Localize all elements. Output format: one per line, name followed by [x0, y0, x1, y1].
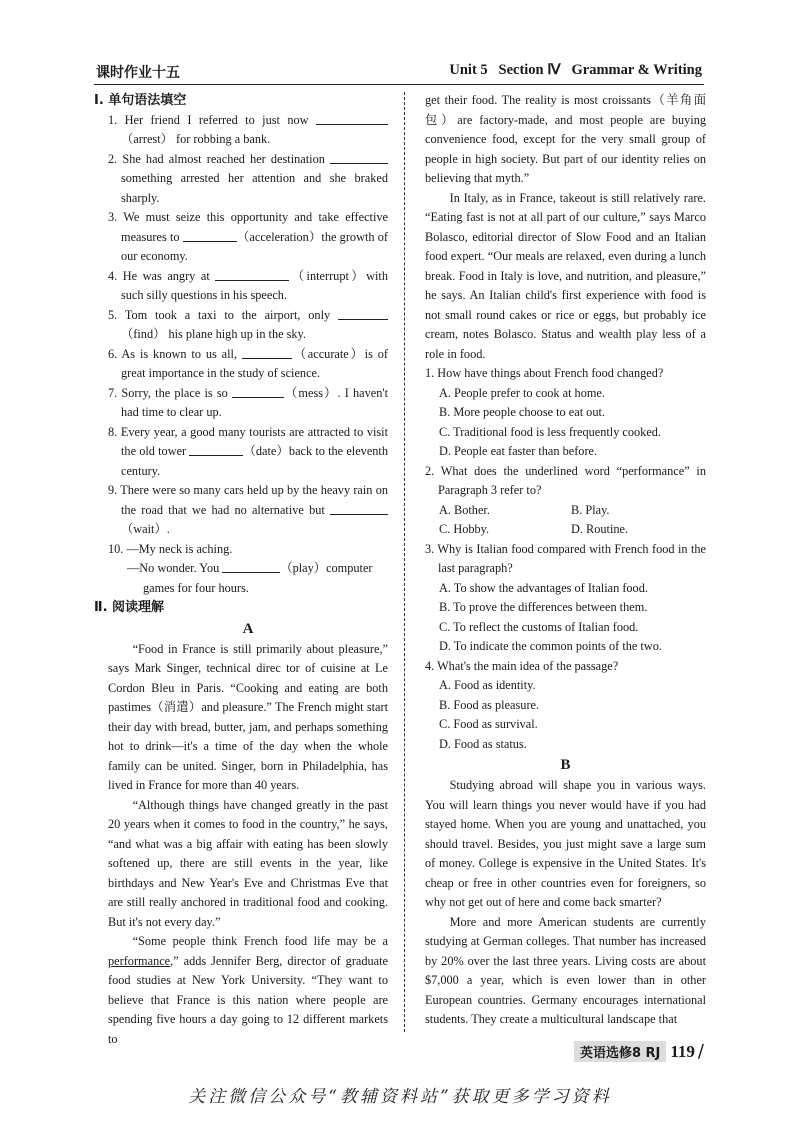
q2-blank[interactable]	[330, 151, 388, 164]
rq4-opt-a[interactable]: A. Food as identity.	[439, 678, 536, 692]
q1-text: 1. Her friend I referred to just now	[108, 112, 316, 127]
question-6	[108, 345, 388, 384]
q3-blank[interactable]	[183, 229, 237, 242]
underlined-word: performance	[108, 953, 171, 968]
q3-text: 3. We must seize this opportunity and take effective measures to	[108, 210, 388, 244]
question-9	[108, 481, 388, 540]
q8-text: 8. Every year, a good many tourists are attracted to visit the old tower	[108, 424, 388, 458]
q7-text: 7. Sorry, the place is so	[108, 385, 232, 400]
q2-text-end: something arrested her attention and she braked sharply.	[121, 171, 388, 205]
q9-text: 9. There were so many cars held up by the heavy rain on the road that we had no alternative but	[108, 483, 388, 517]
question-7	[108, 384, 388, 423]
question-5	[108, 306, 388, 345]
question-2	[108, 150, 388, 209]
rq1-opt-d[interactable]: D. People eat faster than before.	[439, 444, 598, 458]
question-10	[108, 540, 388, 599]
q10-text: —No wonder. You	[127, 561, 223, 575]
q10-line3: games for four hours.	[143, 580, 249, 595]
question-3	[108, 208, 388, 267]
rq2-opt-c[interactable]: C. Hobby.	[439, 522, 490, 536]
page-footer	[574, 1041, 704, 1062]
header-left: 课时作业十五	[96, 65, 180, 81]
rq2: 2. What does the underlined word “performance” in Paragraph 3 refer to?	[425, 463, 706, 497]
rq2-opts-row2	[425, 520, 706, 540]
rq1-opt-a[interactable]: A. People prefer to cook at home.	[439, 385, 605, 400]
passage-a-p2: “Although things have changed greatly in the past 20 years when it comes to food in the country,” he says, “and what was a big affair with eating has been slowly softened up, there are still events in the year, like birthdays and New Year's Eve and Christmas Eve that are still really anchored in traditional food and cooking. But it's not every day.”	[108, 797, 388, 929]
rq2-opt-d[interactable]: D. Routine.	[571, 522, 629, 536]
q4-blank[interactable]	[215, 268, 289, 281]
q6-text: 6. As is known to us all,	[108, 346, 242, 361]
q7-text-end: （mess）. I haven't had time to clear up.	[121, 385, 388, 419]
rq1-opt-c[interactable]: C. Traditional food is less frequently cooked.	[439, 424, 662, 439]
q3-text-end: （acceleration）the growth of our economy.	[121, 229, 388, 263]
passage-a-label: A	[242, 620, 254, 637]
header-right: Unit 5 Section Ⅳ Grammar & Writing	[449, 62, 702, 78]
handwritten-note: 关注微信公众号“教辅资料站”获取更多学习资料	[188, 1087, 612, 1107]
page-number: 119	[670, 1041, 695, 1061]
book-label: 英语选修8 RJ	[574, 1041, 666, 1062]
question-4	[108, 267, 388, 306]
right-column	[425, 91, 706, 1030]
rq3-opt-b[interactable]: B. To prove the differences between them.	[439, 600, 648, 614]
q1-text-end: for robbing a bank.	[175, 132, 271, 146]
rq4-opt-c[interactable]: C. Food as survival.	[439, 717, 538, 731]
rq3-opt-d[interactable]: D. To indicate the common points of the two.	[439, 639, 662, 653]
p3-text-rest: ,” adds Jennifer Berg, director of graduate food studies at New York University. “They want to believe that France is this nation where people are spending five hours a day going to 12 different markets to	[108, 953, 388, 1046]
q1-hint: （arrest）	[121, 132, 173, 146]
q9-text-end: （wait）.	[121, 522, 170, 536]
question-8	[108, 423, 388, 482]
passage-a-p3	[108, 932, 388, 1049]
rq4: 4. What's the main idea of the passage?	[425, 658, 619, 673]
section-1-title: Ⅰ. 单句语法填空	[94, 93, 187, 108]
q1-blank[interactable]	[316, 112, 388, 125]
rq2-opt-a[interactable]: A. Bother.	[439, 502, 490, 517]
column-divider	[404, 92, 405, 1032]
q2-text: 2. She had almost reached her destination	[108, 151, 330, 166]
q8-text-end: （date）back to the eleventh century.	[121, 444, 388, 478]
rq3-opt-a[interactable]: A. To show the advantages of Italian food.	[439, 580, 648, 595]
passage-a-p4: In Italy, as in France, takeout is still relatively rare. “Eating fast is not at all part of our culture,” says Marco Bolasco, editorial director of Slow Food and an Italian food expert. “Our meals are relaxed, even during a lunch break. Food in Italy is love, and nutrition, and pleasure,” he says. An Italian child's first experience with food is not small round cakes or rice or eggs, but probably ice cream, notes Bolasco. Status and wealth play less of a role in food.	[425, 190, 706, 361]
rq1: 1. How have things about French food changed?	[425, 366, 664, 380]
rq3: 3. Why is Italian food compared with French food in the last paragraph?	[425, 541, 706, 575]
left-column	[94, 91, 388, 1049]
passage-a-p1: “Food in France is still primarily about pleasure,” says Mark Singer, technical direc tor of cuisine at Le Cordon Bleu in Paris. “Cooking and eating are both pastimes（消遣）and pleasure.” The French might start their day with bread, butter, jam, and perhaps something hot to drink—it's a time of the day when the whole family can be united. Singer, born in Philadelphia, has lived in France for more than 40 years.	[108, 641, 388, 792]
header-rule	[94, 84, 704, 85]
passage-b-label: B	[560, 757, 571, 773]
passage-b-p2: More and more American students are currently studying at German colleges. That number has increased by 20% over the last three years. Living costs are about $7,000 a year, which is even lower than in other European countries. Germany encourages international students. They create a multicultural landscape that	[425, 914, 706, 1026]
footer-slash: /	[697, 1041, 704, 1062]
question-1	[108, 111, 388, 150]
q7-blank[interactable]	[232, 385, 284, 398]
q8-blank[interactable]	[189, 443, 243, 456]
rq2-opts-row1	[425, 501, 706, 521]
section-2-title: Ⅱ. 阅读理解	[94, 600, 165, 615]
q6-blank[interactable]	[242, 346, 292, 359]
rq1-opt-b[interactable]: B. More people choose to eat out.	[439, 405, 605, 419]
q10-line2	[126, 559, 388, 579]
rq2-opt-b[interactable]: B. Play.	[571, 502, 610, 517]
q5-text: 5. Tom took a taxi to the airport, only	[108, 307, 338, 322]
q4-text-end: （interrupt）with such silly questions in his speech.	[121, 268, 388, 302]
p3-text: “Some people think French food life may be a	[132, 934, 388, 948]
q9-blank[interactable]	[330, 502, 388, 515]
passage-b-p1: Studying abroad will shape you in various ways. You will learn things you never would have if you had stayed home. When you are young and unattached, you should travel. Besides, you just might save a large sum of money. College is expensive in the United States. It's cheap or free in other countries even for foreigners, so why not get out of here and come back smarter?	[425, 778, 706, 909]
q6-text-end: （accurate）is of great importance in the study of science.	[121, 346, 388, 380]
rq4-opt-d[interactable]: D. Food as status.	[439, 736, 527, 751]
q5-text-end: （find） his plane high up in the sky.	[121, 327, 307, 341]
q10-blank[interactable]	[222, 560, 280, 573]
q5-blank[interactable]	[338, 307, 388, 320]
q4-text: 4. He was angry at	[108, 268, 216, 283]
rq3-opt-c[interactable]: C. To reflect the customs of Italian food.	[439, 619, 639, 634]
q10-hint: （play）computer	[280, 561, 373, 575]
passage-a-p3-cont: get their food. The reality is most croissants（羊角面包）are factory-made, and most people are buying convenience food, except for the very small group of people in high society. But part of our identity relies on believing that myth.”	[425, 93, 706, 185]
q10-line1: 10. —My neck is aching.	[108, 541, 233, 556]
rq4-opt-b[interactable]: B. Food as pleasure.	[439, 697, 540, 712]
